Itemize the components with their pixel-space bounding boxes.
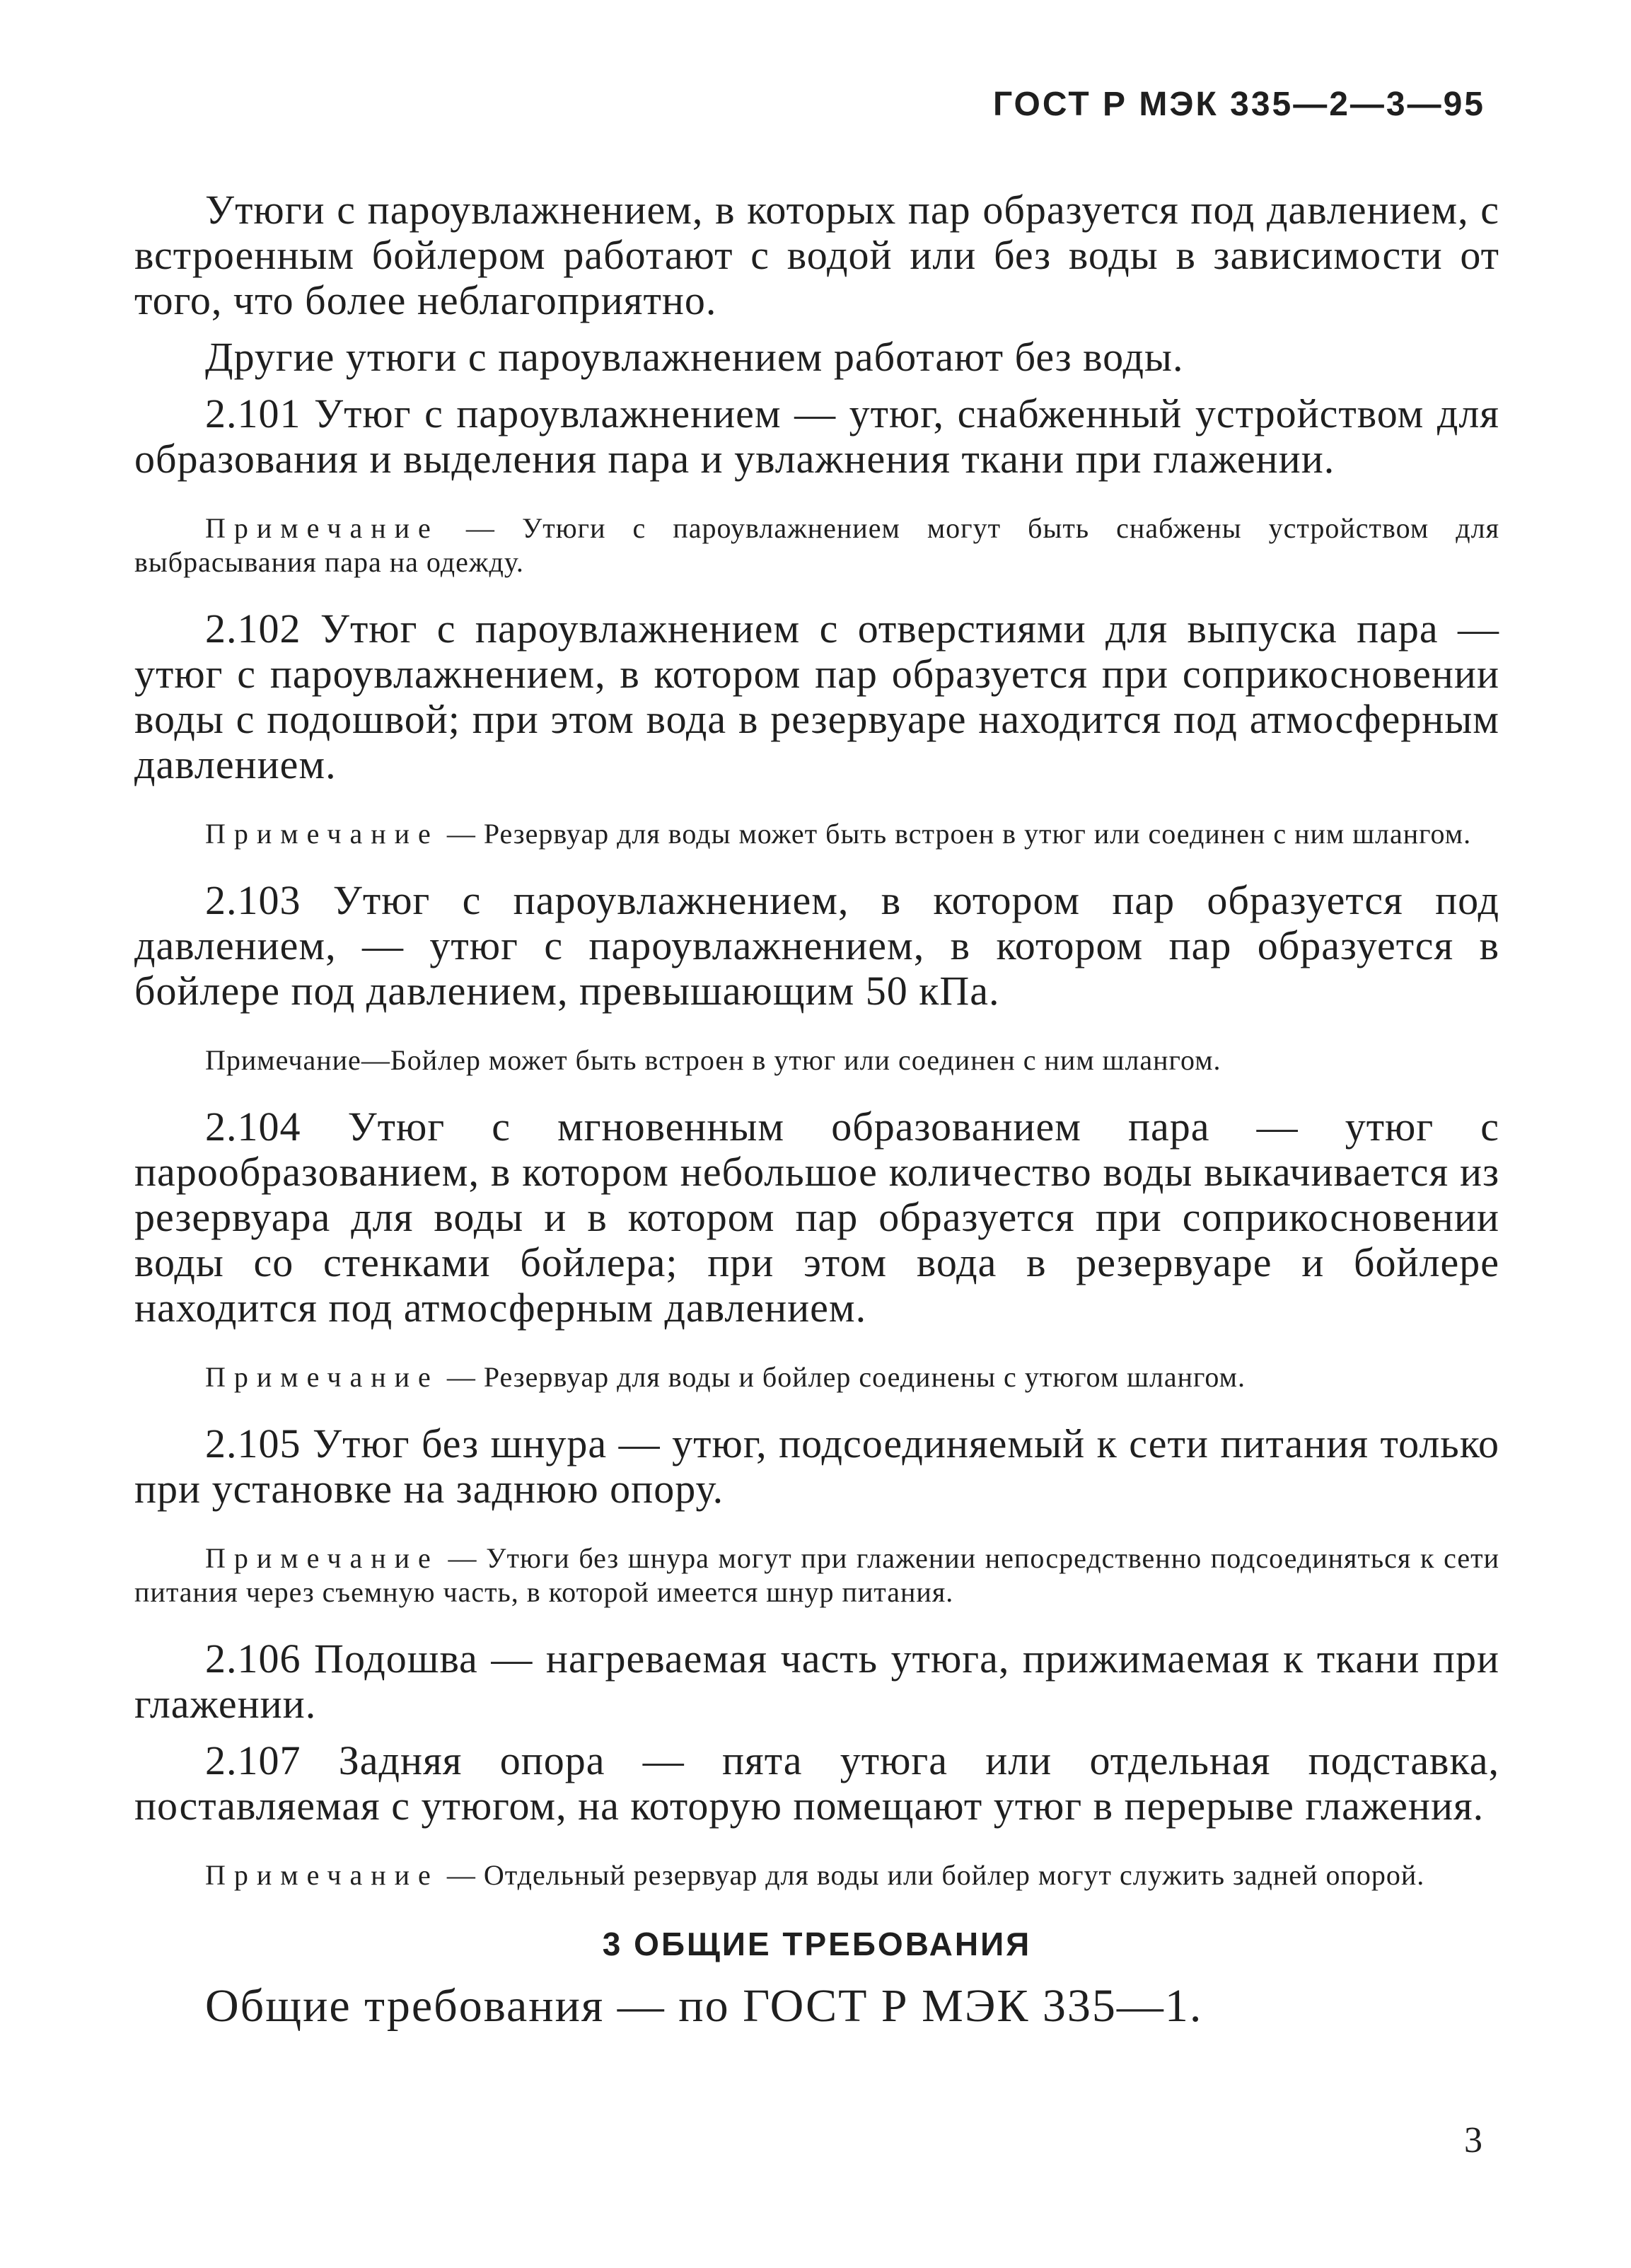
- section-3-text: Общие требования — по ГОСТ Р МЭК 335—1.: [205, 1980, 1203, 2032]
- definition-2-107: 2.107 Задняя опора — пята утюга или отдельная подставка, поставляемая с утюгом, на которую помещают утюг в перерыве глажения.: [134, 1737, 1499, 1829]
- section-3-heading: 3 ОБЩИЕ ТРЕБОВАНИЯ: [602, 1926, 1032, 1962]
- definition-2-106: 2.106 Подошва — нагреваемая часть утюга, прижимаемая к ткани при глажении.: [134, 1636, 1499, 1727]
- document-page: [134, 85, 1499, 2032]
- standard-code-header: ГОСТ Р МЭК 335—2—3—95: [992, 86, 1485, 123]
- note-2-102: [134, 817, 1499, 851]
- note-text: — Утюги без шнура могут при глажении непосредственно подсоединяться к сети питания через съемную часть, в которой имеется шнур питания.: [134, 1542, 1499, 1608]
- definition-2-102: 2.102 Утюг с пароувлажнением с отверстиями для выпуска пара — утюг с пароувлажнением, в котором пар образуется при соприкосновении воды с подошвой; при этом вода в резервуаре находится под атмосферным давлением.: [134, 606, 1499, 787]
- note-label: Примечание: [205, 1361, 439, 1393]
- note-2-105: [134, 1541, 1499, 1609]
- note-label: Примечание: [205, 1044, 361, 1076]
- note-label: Примечание: [205, 1859, 439, 1891]
- note-label: Примечание: [205, 1542, 439, 1574]
- note-label: Примечание: [205, 818, 439, 850]
- note-2-107: [134, 1858, 1499, 1892]
- note-text: — Резервуар для воды и бойлер соединены с утюгом шлангом.: [439, 1361, 1246, 1393]
- definition-2-104: 2.104 Утюг с мгновенным образованием пара — утюг с парообразованием, в котором небольшое количество воды выкачивается из резервуара для воды и в котором пар образуется при соприкосновении воды со стенками бойлера; при этом вода в резервуаре и бойлере находится под атмосферным давлением.: [134, 1104, 1499, 1331]
- note-label: Примечание: [205, 512, 439, 544]
- paragraph-other-steam-irons: Другие утюги с пароувлажнением работают без воды.: [205, 334, 1184, 380]
- note-text: — Резервуар для воды может быть встроен в утюг или соединен с ним шлангом.: [439, 818, 1472, 850]
- definition-2-105: 2.105 Утюг без шнура — утюг, подсоединяемый к сети питания только при установке на заднюю опору.: [134, 1421, 1499, 1512]
- note-2-103: [134, 1043, 1499, 1077]
- paragraph-steam-pressure-irons: Утюги с пароувлажнением, в которых пар образуется под давлением, с встроенным бойлером работают с водой или без воды в зависимости от того, что более неблагоприятно.: [134, 187, 1499, 323]
- page-number: 3: [1464, 2120, 1482, 2160]
- note-2-101: [134, 511, 1499, 579]
- note-text: —Бойлер может быть встроен в утюг или соединен с ним шлангом.: [361, 1044, 1221, 1076]
- definition-2-101: 2.101 Утюг с пароувлажнением — утюг, снабженный устройством для образования и выделения пара и увлажнения ткани при глажении.: [134, 390, 1499, 482]
- definition-2-103: 2.103 Утюг с пароувлажнением, в котором пар образуется под давлением, — утюг с пароувлажнением, в котором пар образуется в бойлере под давлением, превышающим 50 кПа.: [134, 877, 1499, 1014]
- note-2-104: [134, 1360, 1499, 1394]
- note-text: — Отдельный резервуар для воды или бойлер могут служить задней опорой.: [439, 1859, 1425, 1891]
- note-text: — Утюги с пароувлажнением могут быть снабжены устройством для выбрасывания пара на одежду.: [134, 512, 1499, 578]
